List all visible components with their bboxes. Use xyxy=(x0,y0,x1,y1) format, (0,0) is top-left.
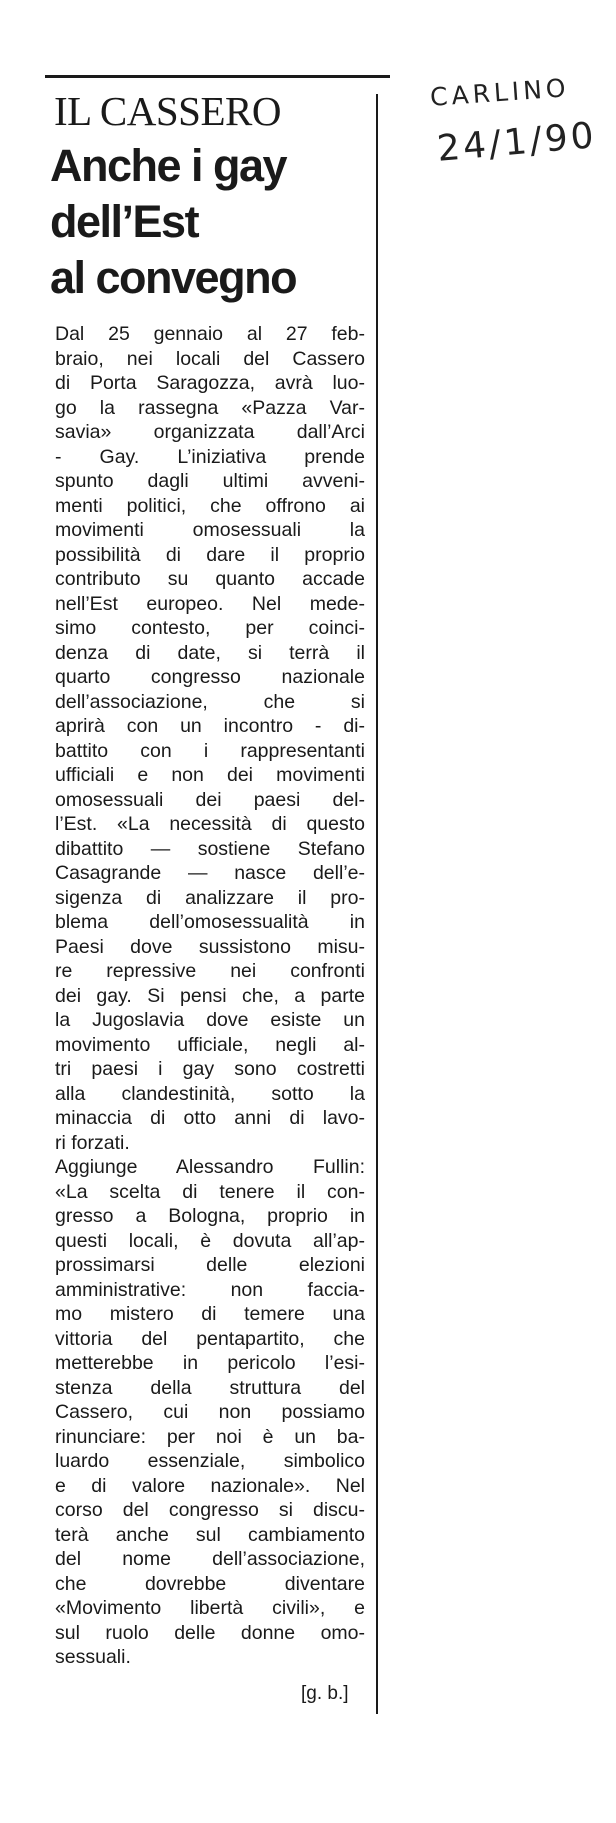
body-line: braio, nei locali del Cassero xyxy=(55,347,365,370)
body-line: questi locali, è dovuta all’ap- xyxy=(55,1229,365,1252)
body-line: la Jugoslavia dove esiste un xyxy=(55,1009,365,1031)
body-line: terà anche sul cambiamento xyxy=(55,1523,365,1546)
body-line: amministrative: non faccia- xyxy=(55,1278,365,1301)
headline-line: al convegno xyxy=(50,252,297,303)
body-line: del nome dell’associazione, xyxy=(55,1548,365,1570)
body-line: luardo essenziale, simbolico xyxy=(55,1450,365,1472)
body-line: possibilità di dare il proprio xyxy=(55,543,365,566)
body-line: battito con i rappresentanti xyxy=(55,739,365,762)
body-line: nell’Est europeo. Nel mede- xyxy=(55,592,365,615)
body-line: ufficiali e non dei movimenti xyxy=(55,764,365,786)
body-line: quarto congresso nazionale xyxy=(55,666,365,688)
body-line: «La scelta di tenere il con- xyxy=(55,1180,365,1203)
body-line: movimento ufficiale, negli al- xyxy=(55,1033,365,1056)
body-line: contributo su quanto accade xyxy=(55,568,365,590)
body-line: gresso a Bologna, proprio in xyxy=(55,1205,365,1227)
body-line: Dal 25 gennaio al 27 feb- xyxy=(55,323,365,345)
handwritten-source-note: CARLINO xyxy=(429,73,571,112)
body-line: omosessuali dei paesi del- xyxy=(55,788,365,811)
body-line: stenza della struttura del xyxy=(55,1376,365,1399)
body-line: re repressive nei confronti xyxy=(55,960,365,982)
body-line: Casagrande — nasce dell’e- xyxy=(55,862,365,884)
body-line: spunto dagli ultimi avveni- xyxy=(55,470,365,492)
body-line: Aggiunge Alessandro Fullin: xyxy=(55,1156,365,1178)
body-line: e di valore nazionale». Nel xyxy=(55,1474,365,1497)
body-line: rinunciare: per noi è un ba- xyxy=(55,1425,365,1448)
headline-line: dell’Est xyxy=(50,196,199,247)
body-line: che dovrebbe diventare xyxy=(55,1572,365,1595)
column-rule xyxy=(376,94,378,1714)
body-line: dell’associazione, che si xyxy=(55,690,365,713)
body-line: - Gay. L’iniziativa prende xyxy=(55,445,365,468)
body-line: tri paesi i gay sono costretti xyxy=(55,1058,365,1080)
body-line: dibattito — sostiene Stefano xyxy=(55,837,365,860)
body-line: prossimarsi delle elezioni xyxy=(55,1254,365,1276)
body-line: go la rassegna «Pazza Var- xyxy=(55,396,365,419)
body-line: l’Est. «La necessità di questo xyxy=(55,813,365,835)
handwritten-date-note: 24/1/90 xyxy=(435,115,599,170)
body-line: ri forzati. xyxy=(55,1131,130,1154)
author-signature: [g. b.] xyxy=(301,1683,349,1704)
headline-line: Anche i gay xyxy=(50,140,287,191)
body-line: vittoria del pentapartito, che xyxy=(55,1327,365,1350)
body-line: alla clandestinità, sotto la xyxy=(55,1082,365,1105)
body-line: minaccia di otto anni di lavo- xyxy=(55,1107,365,1129)
body-line: sigenza di analizzare il pro- xyxy=(55,886,365,909)
body-line: mo mistero di temere una xyxy=(55,1303,365,1325)
body-line: Cassero, cui non possiamo xyxy=(55,1401,365,1423)
body-line: denza di date, si terrà il xyxy=(55,641,365,664)
body-line: movimenti omosessuali la xyxy=(55,519,365,541)
body-line: menti politici, che offrono ai xyxy=(55,494,365,517)
body-line: Paesi dove sussistono misu- xyxy=(55,935,365,958)
top-rule xyxy=(45,75,390,78)
body-line: corso del congresso si discu- xyxy=(55,1499,365,1521)
kicker: IL CASSERO xyxy=(54,88,281,134)
headline xyxy=(50,138,370,306)
body-line: savia» organizzata dall’Arci xyxy=(55,421,365,443)
body-line: sessuali. xyxy=(55,1646,131,1668)
body-line: dei gay. Si pensi che, a parte xyxy=(55,984,365,1007)
body-line: simo contesto, per coinci- xyxy=(55,617,365,639)
body-line: blema dell’omosessualità in xyxy=(55,911,365,933)
body-line: metterebbe in pericolo l’esi- xyxy=(55,1352,365,1374)
body-line: «Movimento libertà civili», e xyxy=(55,1597,365,1619)
body-line: aprirà con un incontro - di- xyxy=(55,715,365,737)
body-line: sul ruolo delle donne omo- xyxy=(55,1621,365,1644)
body-line: di Porta Saragozza, avrà luo- xyxy=(55,372,365,394)
article-body xyxy=(55,322,365,1670)
